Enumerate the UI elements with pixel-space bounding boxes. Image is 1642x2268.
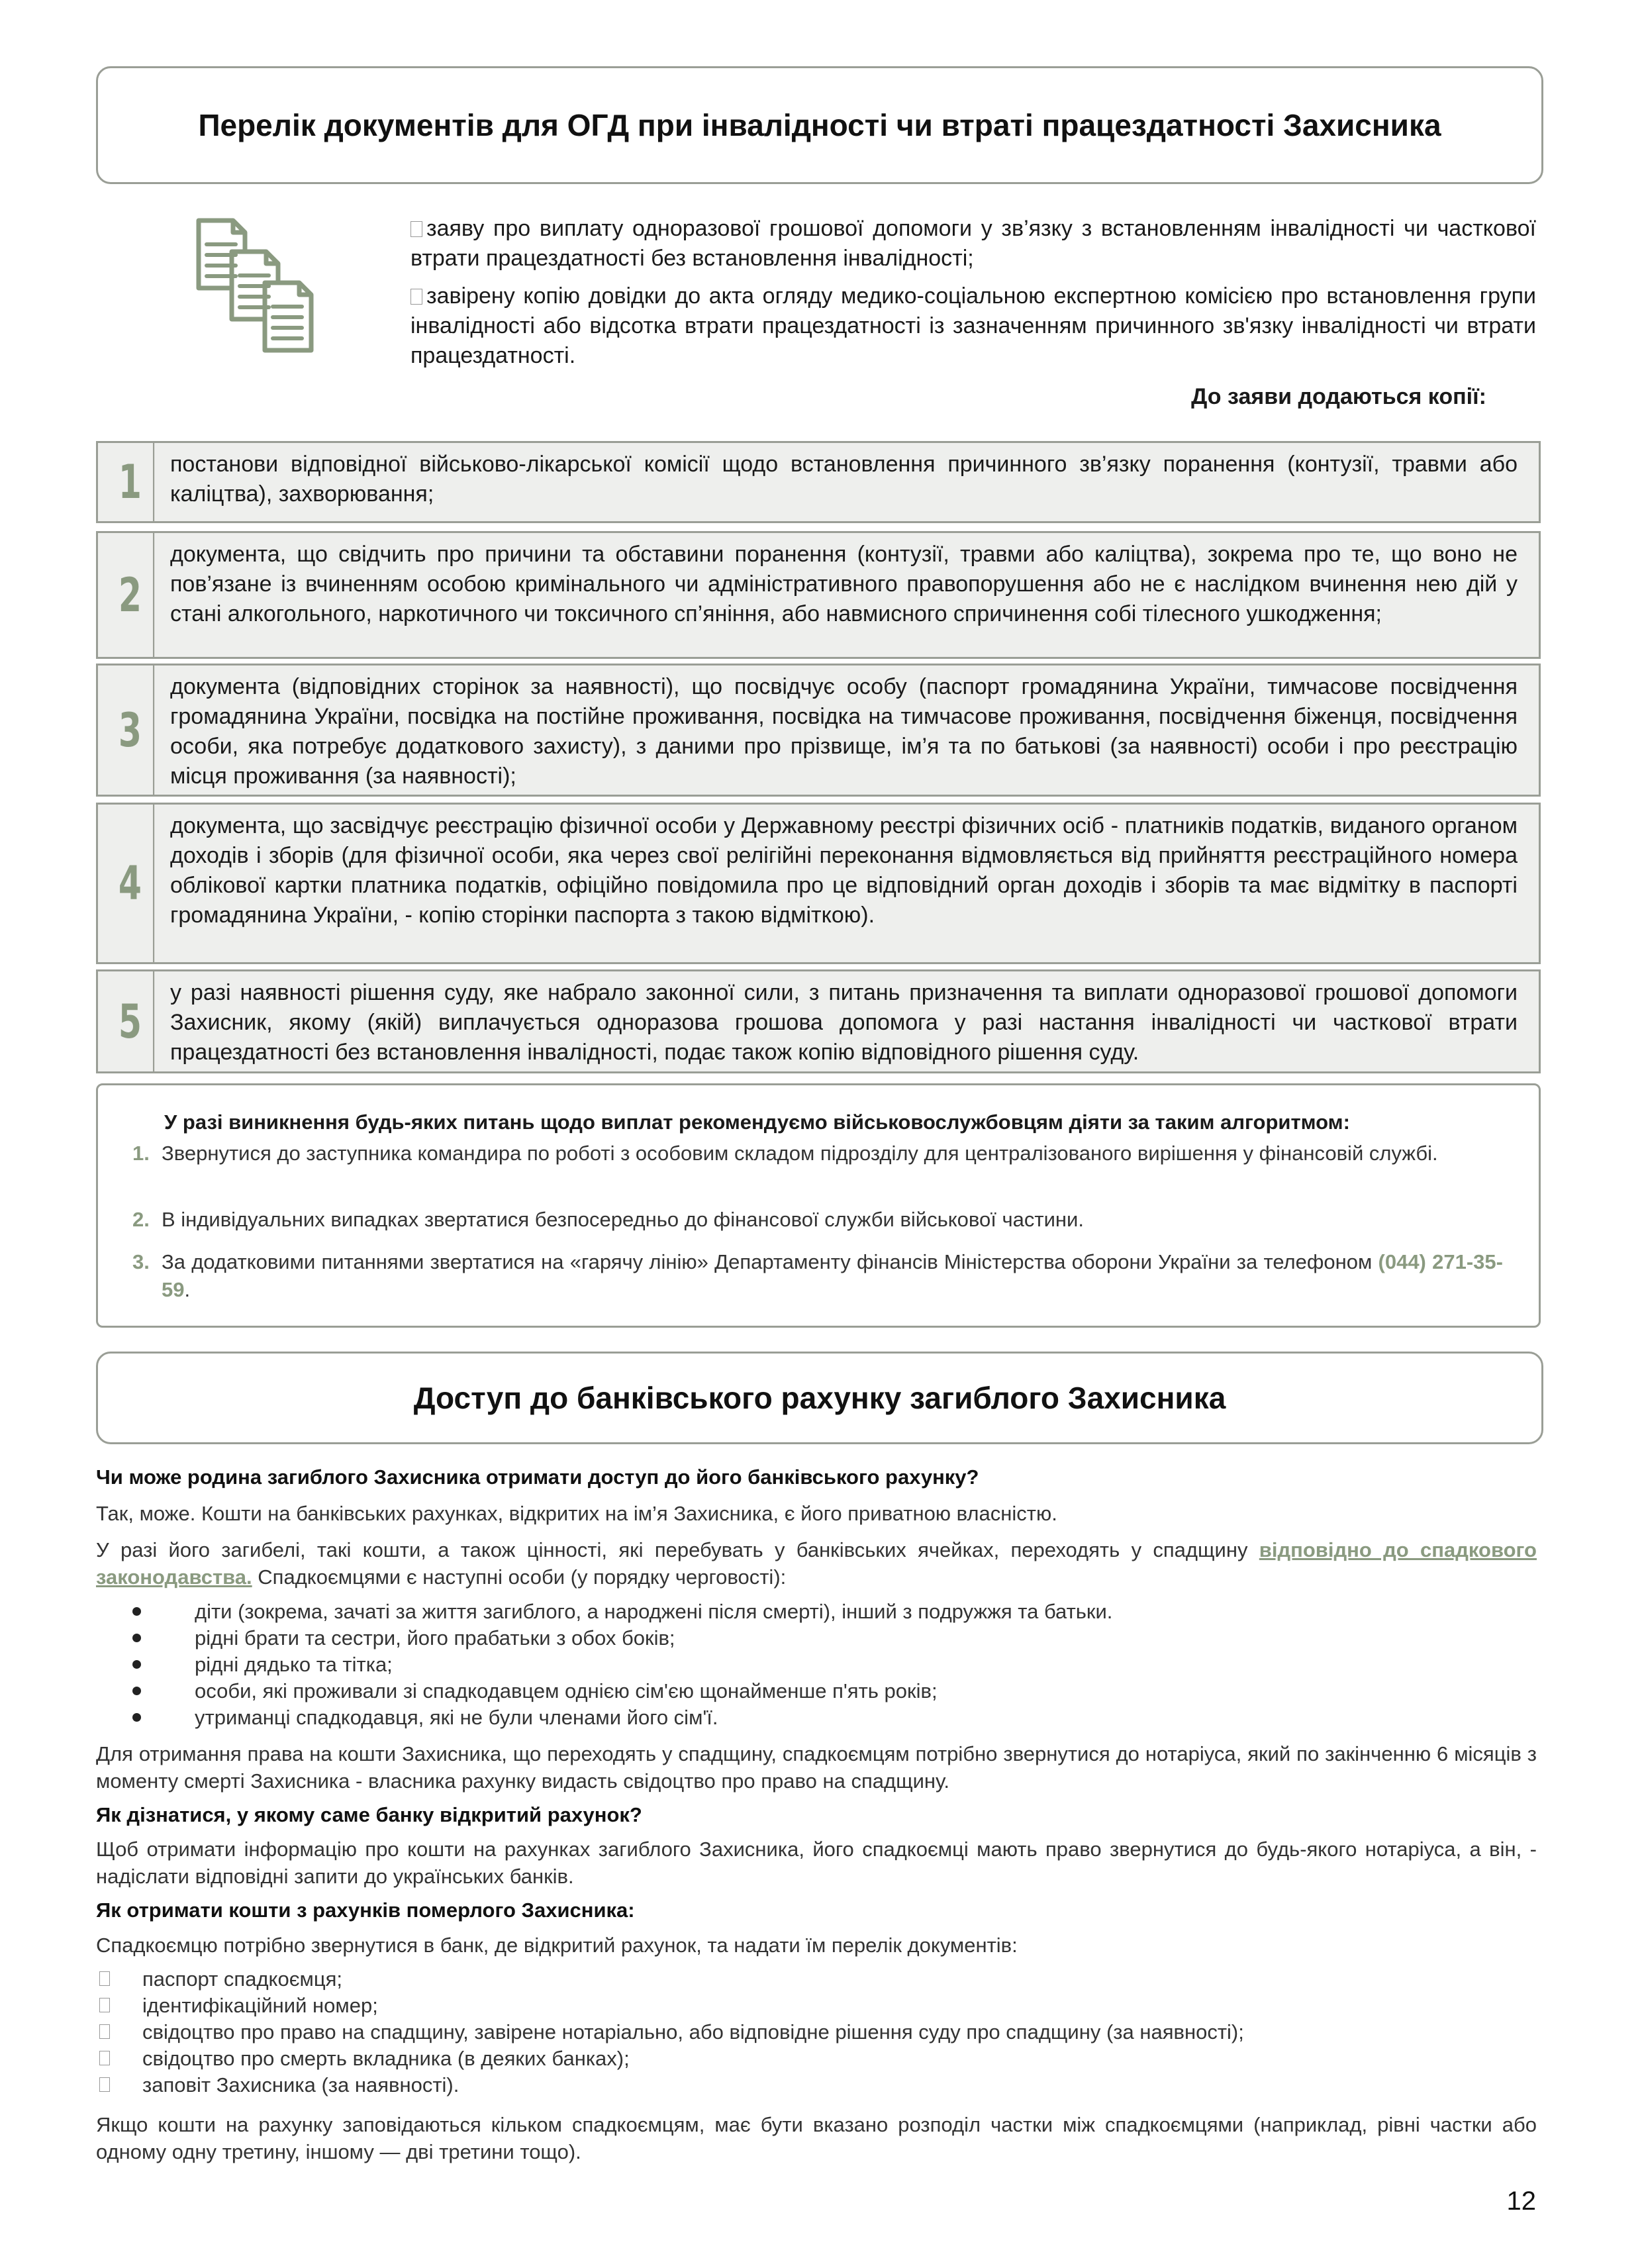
checkbox-glyph-icon bbox=[99, 2077, 110, 2092]
document-row bbox=[96, 441, 1541, 523]
paragraph: Для отримання права на кошти Захисника, що переходять у спадщину, спадкоємцям потрібно звернутися до нотаріуса, який по закінченню 6 місяців з моменту смерті Захисника - власника рахунку видасть свідоцтво про право на спадщину. bbox=[96, 1742, 1537, 1793]
row-number: 1 bbox=[107, 443, 154, 521]
step-text: За додатковими питаннями звертатися на «гарячу лінію» Департаменту фінансів Міністерства оборони України за телефоном bbox=[162, 1250, 1373, 1273]
row-text: документа (відповідних сторінок за наявності), що посвідчує особу (паспорт громадянина України, тимчасове посвідчення громадянина України, посвідка на постійне проживання, посвідка на тимчасове проживання, посвідчення біженця, посвідчення особи, яка потребує додаткового захисту), з даними про прізвище, ім’я та по батькові (за наявності) особи і про реєстрацію місця проживання (за наявності); bbox=[170, 674, 1518, 789]
algorithm-step bbox=[132, 1248, 1503, 1304]
bullet-icon bbox=[132, 1713, 141, 1722]
checkbox-glyph-icon bbox=[410, 221, 422, 237]
documents-icon bbox=[192, 215, 331, 361]
row-number: 4 bbox=[107, 805, 154, 962]
row-number: 3 bbox=[107, 666, 154, 795]
inheritance-law-link[interactable]: відповідно до спадкового законодавства. bbox=[96, 1538, 1537, 1589]
document-row bbox=[96, 531, 1541, 659]
intro-item-certificate: завірену копію довідки до акта огляду медико-соціальною експертною комісією про встановлення групи інвалідності або відсотка втрати працездатності із зазначенням причинного зв'язку інвалідності чи втрати працездатності. bbox=[410, 283, 1536, 368]
checkbox-glyph-icon bbox=[99, 2024, 110, 2039]
row-text: документа, що засвідчує реєстрацію фізичної особи у Державному реєстрі фізичних осіб - платників податків, виданого органом доходів і зборів (для фізичної особи, яка через свої релігійні переконання відмовляється від прийняття реєстраційного номера облікової картки платника податків, офіційно повідомила про це відповідний орган доходів і зборів та має відмітку в паспорті громадянина України, - копію сторінки паспорта з такою відміткою). bbox=[170, 813, 1518, 928]
row-number: 5 bbox=[107, 971, 154, 1071]
section-title-text: Перелік документів для ОГД при інвалідності чи втраті працездатності Захисника bbox=[198, 108, 1441, 142]
step-end: . bbox=[184, 1278, 191, 1301]
section-title-bank-access bbox=[96, 1352, 1543, 1444]
step-text: Звернутися до заступника командира по роботі з особовим складом підрозділу для централізованого вирішення у фінансовій службі. bbox=[162, 1142, 1438, 1165]
question-heading: Чи може родина загиблого Захисника отримати доступ до його банківського рахунку? bbox=[96, 1465, 979, 1489]
hotline-phone[interactable]: (044) 271-35-59 bbox=[162, 1250, 1503, 1301]
row-number: 2 bbox=[107, 533, 154, 657]
section-title-text: Доступ до банківського рахунку загиблого Захисника bbox=[413, 1381, 1226, 1415]
paragraph: Спадкоємцю потрібно звернутися в банк, де відкритий рахунок, та надати їм перелік документів: bbox=[96, 1934, 1018, 1957]
row-text: документа, що свідчить про причини та обставини поранення (контузії, травми або каліцтва), зокрема про те, що воно не пов’язане із вчиненням особою кримінального чи адміністративного правопорушення або не є наслідком вчинення нею дій у стані алкогольного, наркотичного чи токсичного сп’яніння, або навмисного спричинення собі тілесного ушкодження; bbox=[170, 542, 1518, 626]
document-row bbox=[96, 803, 1541, 964]
algorithm-heading: У разі виникнення будь-яких питань щодо виплат рекомендуємо військовослужбовцям діяти за таким алгоритмом: bbox=[164, 1110, 1350, 1134]
step-text: В індивідуальних випадках звертатися безпосередньо до фінансової служби військової частини. bbox=[162, 1208, 1084, 1231]
intro-item-application: заяву про виплату одноразової грошової допомоги у зв’язку з встановленням інвалідності чи часткової втрати працездатності без встановлення інвалідності; bbox=[410, 216, 1536, 271]
paragraph: Якщо кошти на рахунку заповідаються кільком спадкоємцям, має бути вказано розподіл частки між спадкоємцями (наприклад, рівні частки або одному одну третину, іншому — дві третини тощо). bbox=[96, 2113, 1537, 2163]
paragraph: У разі його загибелі, такі кошти, а також цінності, які перебувать у банківських ячейках, переходять у спадщину відповідно до спадкового законодавства. Спадкоємцями є наступні особи (у порядку черговості): bbox=[96, 1538, 1537, 1589]
page-number: 12 bbox=[1506, 2187, 1536, 2216]
document-row bbox=[96, 664, 1541, 797]
paragraph: Щоб отримати інформацію про кошти на рахунках загиблого Захисника, його спадкоємці мають право звернутися до будь-якого нотаріуса, а він, - надіслати відповідні запити до українських банків. bbox=[96, 1838, 1537, 1888]
algorithm-box bbox=[96, 1083, 1541, 1328]
document-row bbox=[96, 969, 1541, 1073]
bullet-icon bbox=[132, 1607, 141, 1616]
step-number: 3. bbox=[132, 1250, 150, 1273]
step-number: 1. bbox=[132, 1142, 150, 1165]
algorithm-step bbox=[132, 1140, 1503, 1167]
question-heading: Як дізнатися, у якому саме банку відкритий рахунок? bbox=[96, 1803, 642, 1826]
paragraph: Так, може. Кошти на банківських рахунках, відкритих на ім’я Захисника, є його приватною власністю. bbox=[96, 1502, 1057, 1525]
checkbox-glyph-icon bbox=[99, 1971, 110, 1986]
algorithm-step bbox=[132, 1206, 1503, 1234]
section-title-disability-documents bbox=[96, 66, 1543, 184]
attachments-heading: До заяви додаються копії: bbox=[1191, 384, 1486, 409]
bullet-icon bbox=[132, 1634, 141, 1642]
checkbox-glyph-icon bbox=[99, 1998, 110, 2012]
bullet-icon bbox=[132, 1687, 141, 1695]
step-number: 2. bbox=[132, 1208, 150, 1231]
checkbox-glyph-icon bbox=[99, 2051, 110, 2065]
bullet-icon bbox=[132, 1660, 141, 1669]
checkbox-glyph-icon bbox=[410, 289, 422, 305]
question-heading: Як отримати кошти з рахунків померлого Захисника: bbox=[96, 1898, 635, 1922]
row-text: постанови відповідної військово-лікарської комісії щодо встановлення причинного зв’язку поранення (контузії, травми або каліцтва), захворювання; bbox=[170, 452, 1518, 507]
row-text: у разі наявності рішення суду, яке набрало законної сили, з питань призначення та виплати одноразової грошової допомоги Захисник, якому (якій) виплачується одноразова грошова допомога у разі настання інвалідності чи часткової втрати працездатності без встановлення інвалідності, подає також копію відповідного рішення суду. bbox=[170, 980, 1518, 1065]
